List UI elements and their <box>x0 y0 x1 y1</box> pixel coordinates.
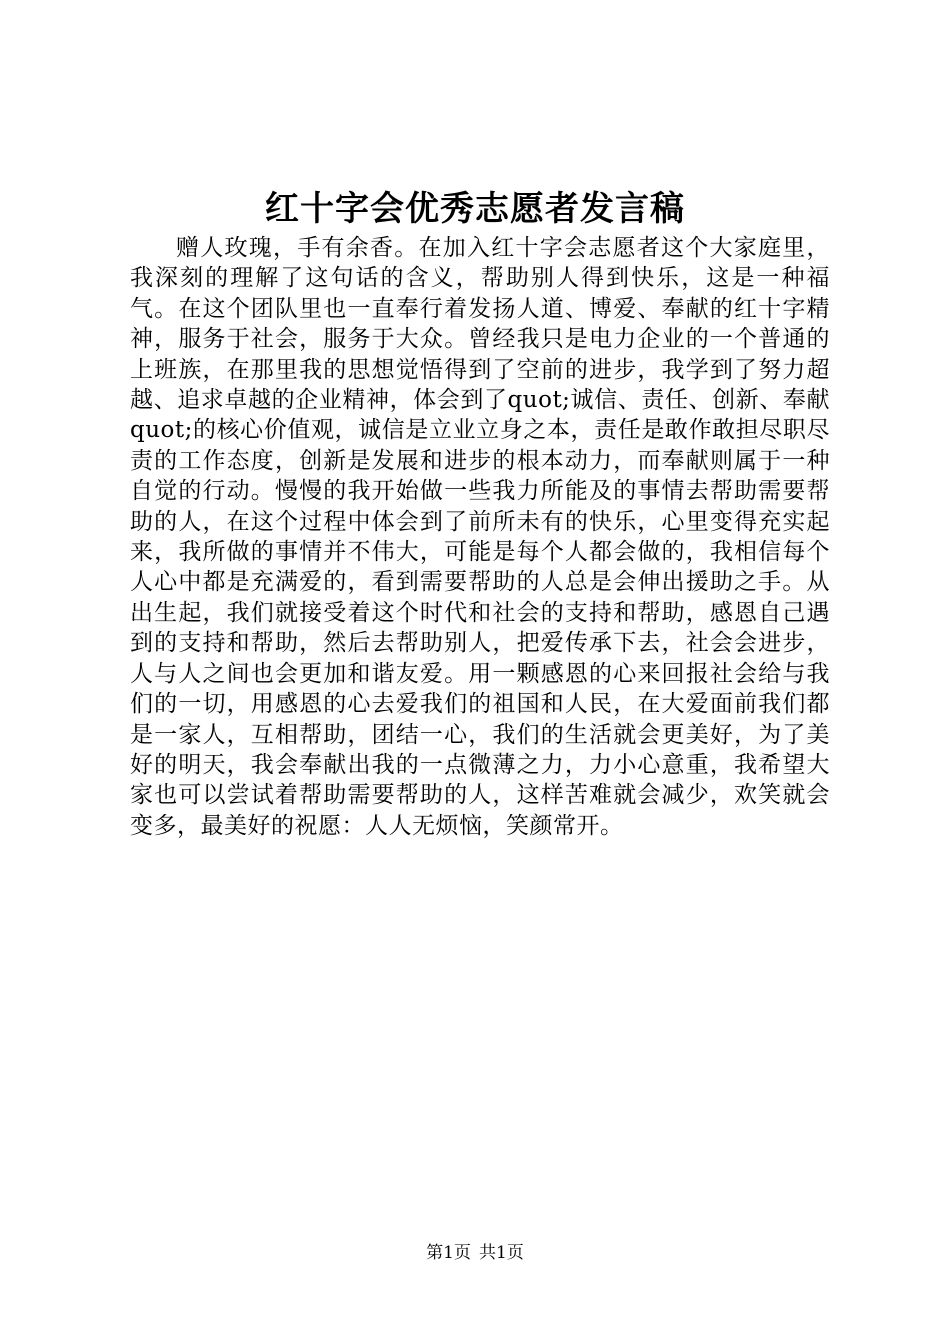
page-footer <box>0 1240 950 1266</box>
document-body-paragraph: 赠人玫瑰，手有余香。在加入红十字会志愿者这个大家庭里，我深刻的理解了这句话的含义，帮助别人得到快乐，这是一种福气。在这个团队里也一直奉行着发扬人道、博爱、奉献的红十字精神，服务于社会，服务于大众。曾经我只是电力企业的一个普通的上班族，在那里我的思想觉悟得到了空前的进步，我学到了努力超越、追求卓越的企业精神，体会到了quot;诚信、责任、创新、奉献quot;的核心价值观，诚信是立业立身之本，责任是敢作敢担尽职尽责的工作态度，创新是发展和进步的根本动力，而奉献则属于一种自觉的行动。慢慢的我开始做一些我力所能及的事情去帮助需要帮助的人，在这个过程中体会到了前所未有的快乐，心里变得充实起来，我所做的事情并不伟大，可能是每个人都会做的，我相信每个人心中都是充满爱的，看到需要帮助的人总是会伸出援助之手。从出生起，我们就接受着这个时代和社会的支持和帮助，感恩自己遇到的支持和帮助，然后去帮助别人，把爱传承下去，社会会进步，人与人之间也会更加和谐友爱。用一颗感恩的心来回报社会给与我们的一切，用感恩的心去爱我们的祖国和人民，在大爱面前我们都是一家人，互相帮助，团结一心，我们的生活就会更美好，为了美好的明天，我会奉献出我的一点微薄之力，力小心意重，我希望大家也可以尝试着帮助需要帮助的人，这样苦难就会减少，欢笑就会变多，最美好的祝愿：人人无烦恼，笑颜常开。 <box>130 235 830 839</box>
page-number-total: 共1页 <box>479 1243 524 1263</box>
document-title: 红十字会优秀志愿者发言稿 <box>265 189 685 229</box>
page-number-current: 第1页 <box>426 1243 471 1263</box>
